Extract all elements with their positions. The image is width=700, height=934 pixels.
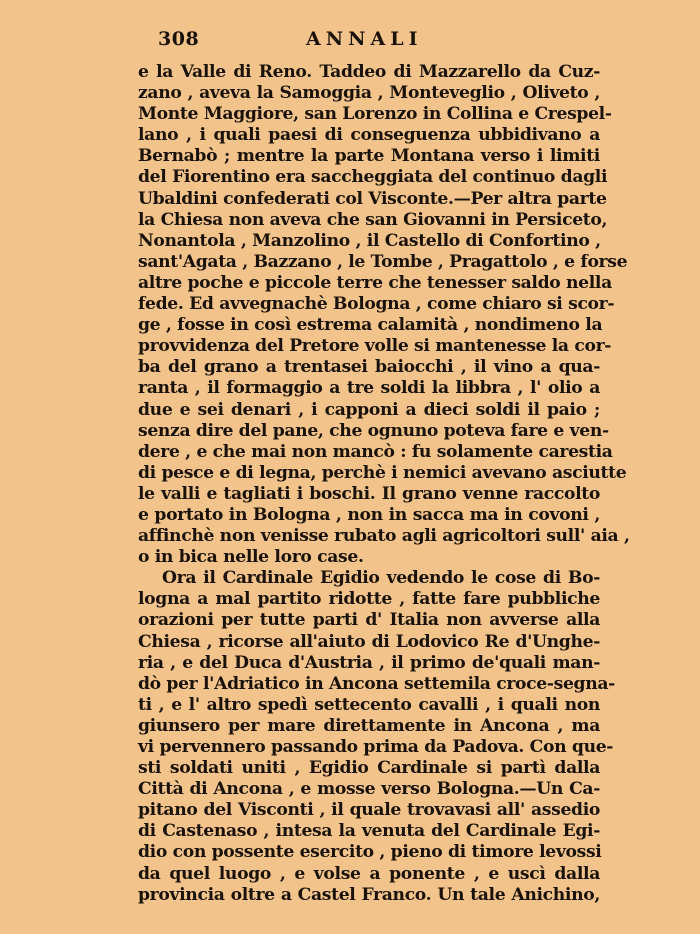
text-line: di Castenaso , intesa la venuta del Cardinale Egi- — [138, 821, 600, 842]
text-line: pitano del Visconti , il quale trovavasi all' assedio — [138, 800, 600, 821]
text-line: giunsero per mare direttamente in Ancona , ma — [138, 715, 600, 736]
text-line: orazioni per tutte parti d' Italia non avverse alla — [138, 610, 600, 631]
text-line: Nonantola , Manzolino , il Castello di Confortino , — [138, 230, 601, 251]
page-header — [158, 28, 598, 54]
text-line: ge , fosse in così estrema calamità , nondimeno la — [138, 315, 603, 336]
text-line: altre poche e piccole terre che tenesser saldo nella — [138, 272, 612, 293]
text-line: vi pervennero passando prima da Padova. Con que- — [138, 737, 614, 757]
text-line: le valli e tagliati i boschi. Il grano venne raccolto — [138, 483, 600, 504]
text-line: due e sei denari , i capponi a dieci soldi il paio ; — [138, 399, 600, 420]
text-line: Ubaldini confederati col Visconte.—Per altra parte — [138, 188, 607, 209]
text-line: ti , e l' altro spedì settecento cavalli , i quali non — [138, 694, 600, 715]
text-line: logna a mal partito ridotte , fatte fare pubbliche — [138, 589, 600, 610]
text-line: provincia oltre a Castel Franco. Un tale Anichino, — [138, 884, 600, 905]
text-line: e la Valle di Reno. Taddeo di Mazzarello da Cuz- — [138, 62, 600, 82]
text-line: o in bica nelle loro case. — [138, 547, 364, 568]
text-line: Monte Maggiore, san Lorenzo in Collina e Crespel- — [138, 104, 612, 125]
text-line: dò per l'Adriatico in Ancona settemila croce-segna- — [138, 673, 615, 694]
text-line: sti soldati uniti , Egidio Cardinale si partì dalla — [138, 758, 600, 779]
text-line: Bernabò ; mentre la parte Montana verso i limiti — [138, 146, 600, 167]
page-number: 308 — [158, 28, 200, 50]
text-line: zano , aveva la Samoggia , Monteveglio , Oliveto , — [138, 83, 600, 104]
text-line: da quel luogo , e volse a ponente , e uscì dalla — [138, 863, 600, 884]
body-text — [138, 62, 630, 906]
text-line: lano , i quali paesi di conseguenza ubbidivano a — [138, 125, 600, 146]
running-title: ANNALI — [306, 28, 423, 50]
text-line: Ora il Cardinale Egidio vedendo le cose di Bo- — [162, 568, 600, 589]
text-line: del Fiorentino era saccheggiata del continuo dagli — [138, 167, 608, 188]
text-line: ba del grano a trentasei baiocchi , il vino a qua- — [138, 357, 600, 378]
text-line: dio con possente esercito , pieno di timore levossi — [138, 842, 602, 863]
text-line: senza dire del pane, che ognuno poteva fare e ven- — [138, 420, 609, 441]
text-line: dere , e che mai non mancò : fu solamente carestia — [138, 441, 613, 462]
text-line: Città di Ancona , e mosse verso Bologna.—Un Ca- — [138, 779, 600, 800]
text-line: di pesce e di legna, perchè i nemici avevano asciutte — [138, 462, 627, 483]
text-line: Chiesa , ricorse all'aiuto di Lodovico Re d'Unghe- — [138, 631, 600, 652]
text-line: ria , e del Duca d'Austria , il primo de'quali man- — [138, 652, 600, 673]
text-line: provvidenza del Pretore volle si mantenesse la cor- — [138, 336, 612, 357]
text-line: sant'Agata , Bazzano , le Tombe , Pragattolo , e forse — [138, 251, 628, 272]
text-line: fede. Ed avvegnachè Bologna , come chiaro si scor- — [138, 294, 615, 315]
text-line: ranta , il formaggio a tre soldi la libbra , l' olio a — [138, 378, 600, 399]
text-line: affinchè non venisse rubato agli agricoltori sull' aia , — [138, 526, 630, 547]
text-line: e portato in Bologna , non in sacca ma in covoni , — [138, 504, 600, 525]
text-line: la Chiesa non aveva che san Giovanni in Persiceto, — [138, 209, 608, 230]
